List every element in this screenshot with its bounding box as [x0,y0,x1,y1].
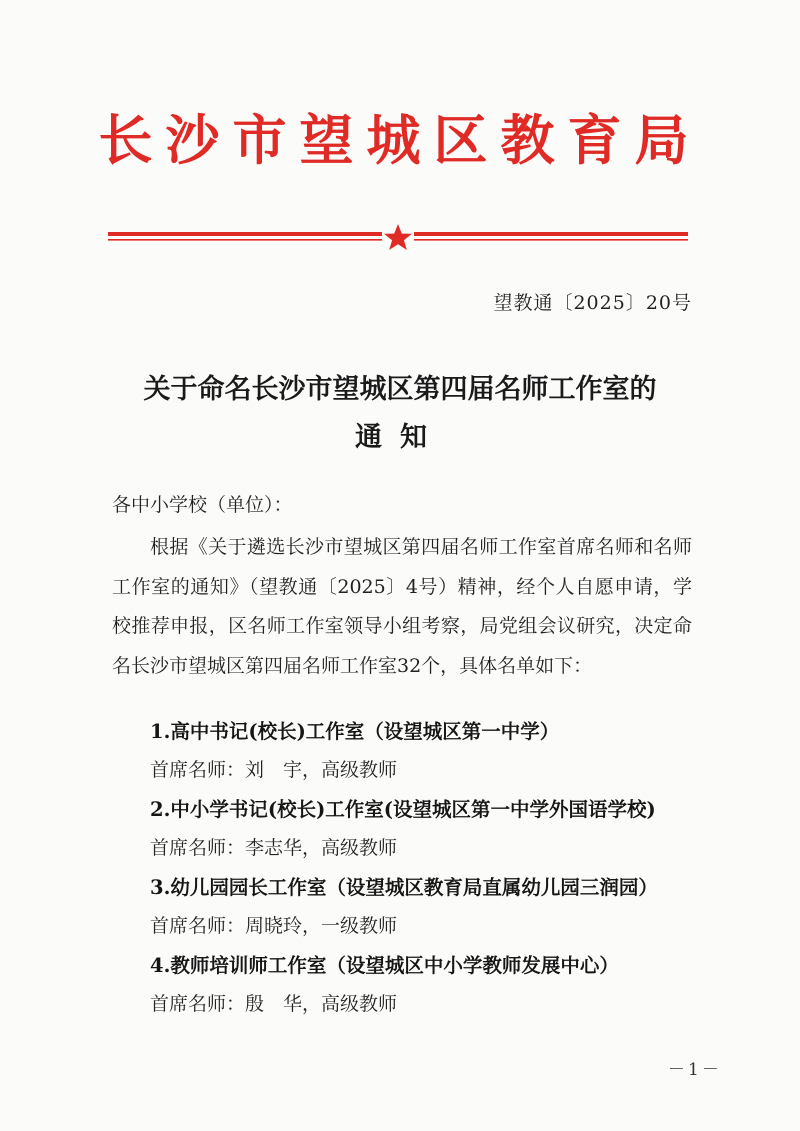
studio-heading: 1.高中书记(校长)工作室（设望城区第一中学） [150,720,560,743]
agency-header: 长沙市望城区教育局 [98,108,702,172]
salutation: 各中小学校（单位）： [112,494,293,516]
star-icon [384,224,412,250]
red-rule-with-star [108,222,688,252]
notice-title-line2: 通知 [355,422,445,453]
red-rule-left-thick [108,232,382,236]
studio-heading: 4.教师培训师工作室（设望城区中小学教师发展中心） [150,954,619,977]
body-paragraph: 根据《关于遴选长沙市望城区第四届名师工作室首席名师和名师工作室的通知》（望教通〔2025〕4号）精神，经个人自愿申请，学校推荐申报，区名师工作室领导小组考察，局党组会议研究，决定命名长沙市望城区第四届名师工作室32个，具体名单如下： [112,536,692,677]
chief-teacher: 首席名师：刘 宇，高级教师 [150,759,398,781]
chief-teacher: 首席名师：李志华，高级教师 [150,837,398,859]
studio-heading: 3.幼儿园园长工作室（设望城区教育局直属幼儿园三润园） [150,876,658,899]
red-rule-right-thin [414,239,688,241]
list-item [150,946,710,1024]
page-number: －1－ [668,1060,722,1080]
chief-teacher: 首席名师：殷 华，高级教师 [150,993,398,1015]
document-number: 望教通〔2025〕20号 [493,292,692,314]
red-rule-left-thin [108,239,382,241]
studio-list [150,712,710,1024]
notice-title [0,366,800,462]
list-item [150,712,710,790]
list-item [150,790,710,868]
red-rule-right-thick [414,232,688,236]
notice-title-line1: 关于命名长沙市望城区第四届名师工作室的 [143,374,657,405]
chief-teacher: 首席名师：周晓玲，一级教师 [150,915,398,937]
list-item [150,868,710,946]
studio-heading: 2.中小学书记(校长)工作室(设望城区第一中学外国语学校) [150,798,656,821]
